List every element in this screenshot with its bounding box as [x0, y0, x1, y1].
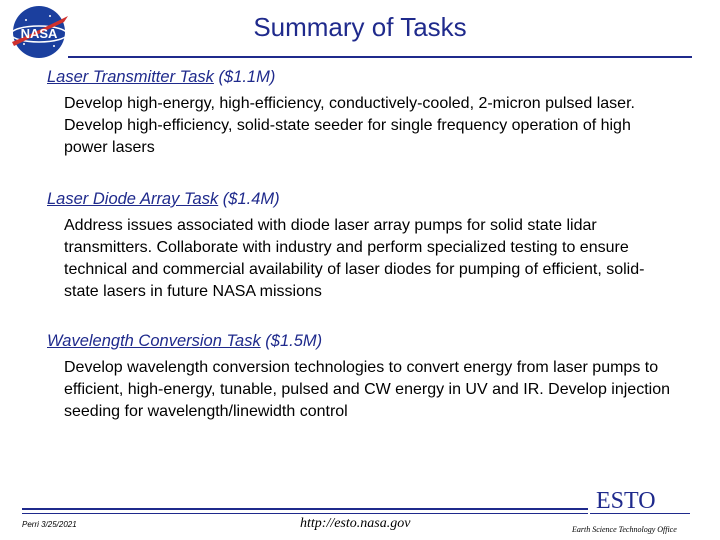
- esto-subtitle: Earth Science Technology Office: [572, 525, 677, 534]
- section-heading: Wavelength Conversion Task ($1.5M): [47, 332, 323, 350]
- section-body: Address issues associated with diode laser array pumps for solid state lidar transmitters. Collaborate with industry and perform specialized testing to ensure technical and commercial availability of laser diodes for pumping of efficient, solid-state lasers in future NASA missions: [64, 217, 645, 300]
- section-wavelength-conversion: [47, 332, 674, 423]
- esto-logo: ESTO: [596, 488, 656, 514]
- footer-divider: [22, 513, 588, 514]
- section-laser-transmitter: [47, 68, 674, 159]
- section-body: Develop wavelength conversion technologies to convert energy from laser pumps to efficient, high-energy, tunable, pulsed and CW energy in UV and IR. Develop injection seeding for wavelength/linewidth control: [64, 359, 670, 420]
- section-laser-diode-array: [47, 190, 674, 303]
- footer-divider: [22, 508, 588, 510]
- section-body: Develop high-energy, high-efficiency, conductively-cooled, 2-micron pulsed laser. Develop high-efficiency, solid-state seeder for single frequency operation of high power lasers: [64, 95, 635, 156]
- title-divider: [68, 56, 692, 58]
- page-title: Summary of Tasks: [253, 12, 467, 42]
- footer-date: Perri 3/25/2021: [22, 520, 77, 529]
- section-heading: Laser Transmitter Task ($1.1M): [47, 68, 276, 86]
- footer-url[interactable]: http://esto.nasa.gov: [300, 516, 411, 531]
- section-heading: Laser Diode Array Task ($1.4M): [47, 190, 280, 208]
- nasa-logo-text: NASA: [20, 26, 58, 41]
